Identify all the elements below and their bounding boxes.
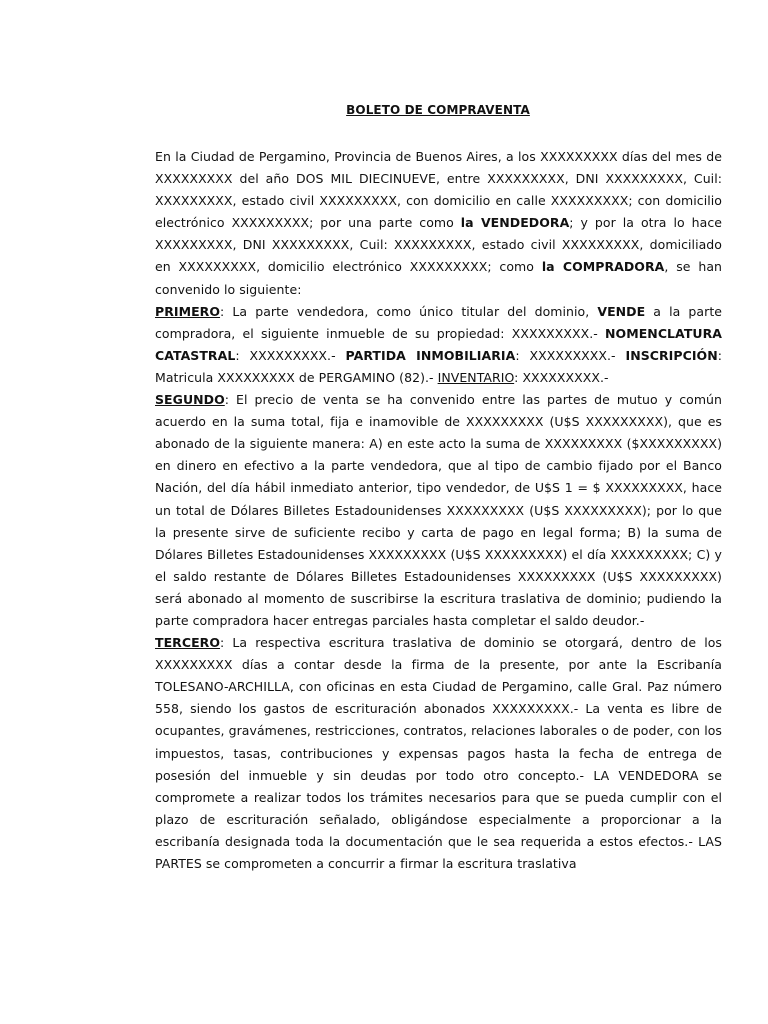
nomenclatura-label: NOMENCLATURA CATASTRAL — [155, 325, 722, 363]
clause-primero — [155, 301, 722, 389]
clause-primero-heading: PRIMERO — [155, 303, 221, 319]
primero-text-1: : La parte vendedora, como único titular del dominio, — [220, 303, 598, 319]
primero-text-6: : XXXXXXXXX.- — [514, 369, 609, 385]
document-body — [155, 146, 722, 875]
buyer-label: la COMPRADORA — [541, 259, 665, 275]
primero-text-2: a la parte compradora, el siguiente inmueble de su propiedad: XXXXXXXXX.- — [155, 303, 723, 341]
seller-label: la VENDEDORA — [460, 215, 570, 231]
inscripcion-label: INSCRIPCIÓN — [625, 347, 718, 363]
inventario-label: INVENTARIO — [437, 369, 515, 385]
primero-text-3: : XXXXXXXXX.- — [235, 347, 346, 363]
clause-tercero — [155, 632, 722, 875]
clause-segundo-heading: SEGUNDO — [155, 392, 225, 408]
intro-paragraph — [155, 146, 722, 301]
clause-tercero-heading: TERCERO — [155, 635, 221, 651]
partida-label: PARTIDA INMOBILIARIA — [345, 347, 516, 363]
primero-text-4: : XXXXXXXXX.- — [515, 347, 626, 363]
vende-label: VENDE — [597, 303, 646, 319]
primero-text-5: : Matricula XXXXXXXXX de PERGAMINO (82).- — [155, 347, 722, 385]
document-title: BOLETO DE COMPRAVENTA — [346, 103, 530, 117]
intro-text-2: ; y por la otra lo hace XXXXXXXXX, DNI XXXXXXXXX, Cuil: XXXXXXXXX, estado civil XXXXXXXXX, domiciliado en XXXXXXXXX, domicilio electrónico XXXXXXXXX; como — [155, 215, 722, 275]
clause-segundo — [155, 389, 722, 632]
segundo-text: : El precio de venta se ha convenido entre las partes de mutuo y común acuerdo en la suma total, fija e inamovible de XXXXXXXXX (U$S XXXXXXXXX), que es abonado de la siguiente manera: A) en este acto la suma de XXXXXXXXX ($XXXXXXXXX) en dinero en efectivo a la parte vendedora, que al tipo de cambio fijado por el Banco Nación, del día hábil inmediato anterior, tipo vendedor, de U$S 1 = $ XXXXXXXXX, hace un total de Dólares Billetes Estadounidenses XXXXXXXXX (U$S XXXXXXXXX); por lo que la presente sirve de suficiente recibo y carta de pago en legal forma; B) la suma de Dólares Billetes Estadounidenses XXXXXXXXX (U$S XXXXXXXXX) el día XXXXXXXXX; C) y el saldo restante de Dólares Billetes Estadounidenses XXXXXXXXX (U$S XXXXXXXXX) será abonado al momento de suscribirse la escritura traslativa de dominio; pudiendo la parte compradora hacer entregas parciales hasta completar el saldo deudor.- — [155, 392, 722, 628]
tercero-text: : La respectiva escritura traslativa de dominio se otorgará, dentro de los XXXXXXXXX días a contar desde la firma de la presente, por ante la Escribanía TOLESANO-ARCHILLA, con oficinas en esta Ciudad de Pergamino, calle Gral. Paz número 558, siendo los gastos de escrituración abonados XXXXXXXXX.- La venta es libre de ocupantes, gravámenes, restricciones, contratos, relaciones laborales o de poder, con los impuestos, tasas, contribuciones y expensas pagos hasta la fecha de entrega de posesión del inmueble y sin deudas por todo otro concepto.- LA VENDEDORA se compromete a realizar todos los trámites necesarios para que se pueda cumplir con el plazo de escrituración señalado, obligándose especialmente a proporcionar a la escribanía designada toda la documentación que le sea requerida a estos efectos.- LAS PARTES se comprometen a concurrir a firmar la escritura traslativa — [155, 635, 722, 871]
intro-text-1: En la Ciudad de Pergamino, Provincia de Buenos Aires, a los XXXXXXXXX días del mes de XXXXXXXXX del año DOS MIL DIECINUEVE, entre XXXXXXXXX, DNI XXXXXXXXX, Cuil: XXXXXXXXX, estado civil XXXXXXXXX, con domicilio en calle XXXXXXXXX; con domicilio electrónico XXXXXXXXX; por una parte como — [155, 149, 722, 231]
intro-text-3: , se han convenido lo siguiente: — [155, 259, 723, 297]
